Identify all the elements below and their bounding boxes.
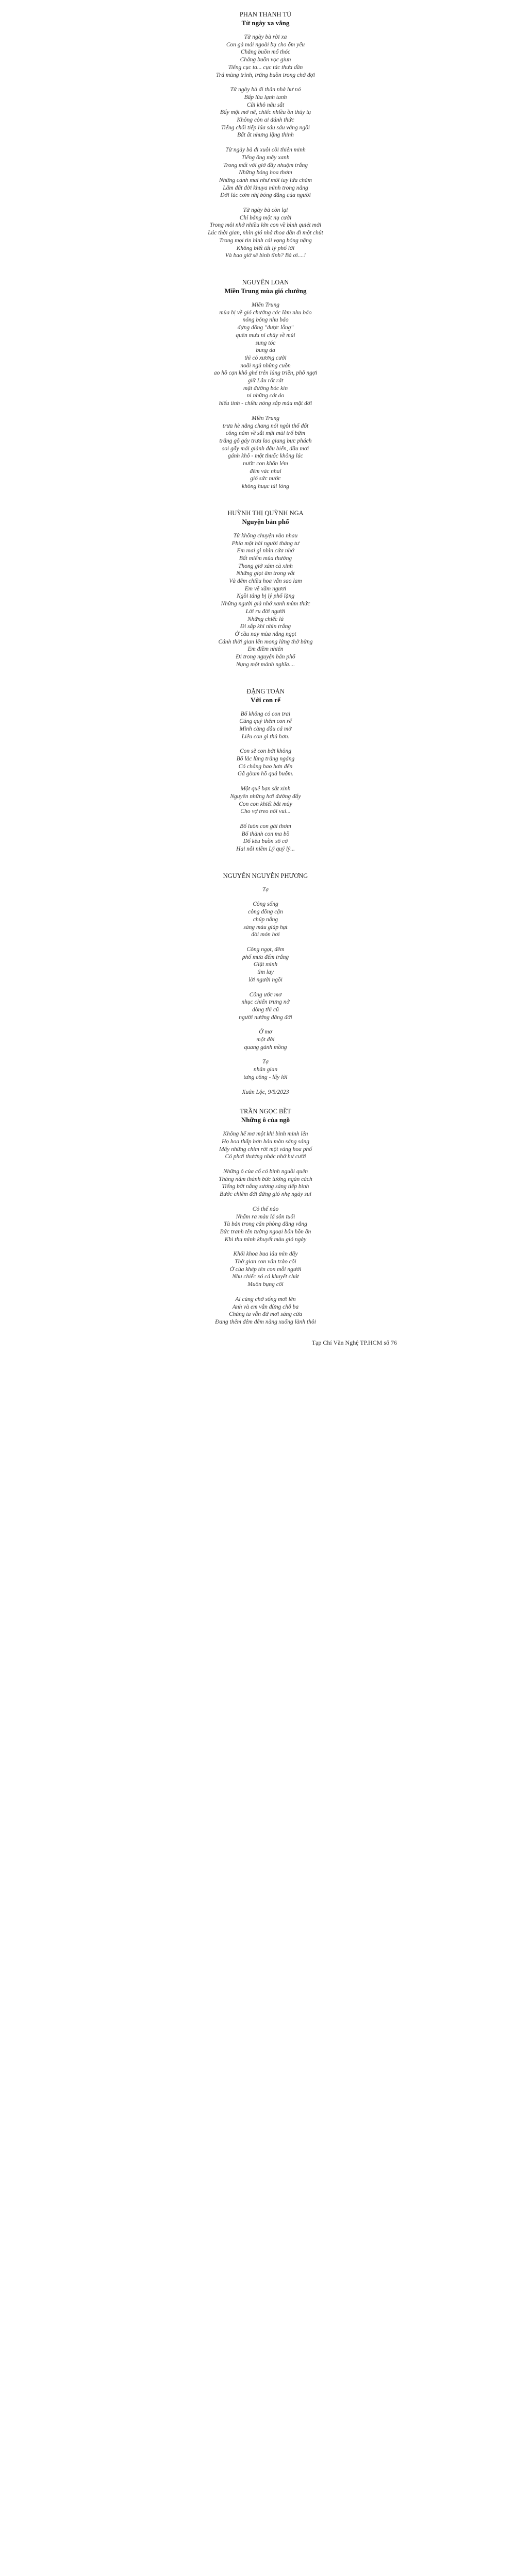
poem-stanza <box>121 748 410 778</box>
poem <box>121 676 410 853</box>
poem-line: Em về xăm ngươi <box>244 585 287 592</box>
poem-line: Cũi khô nâu sẫt <box>246 101 285 108</box>
poem-line: Con gà mái ngoài bụ cho ổm yếu <box>226 41 305 48</box>
poem-line: Tiếng ông mây xanh <box>241 154 290 161</box>
poem-line: Phía một hài người tháng tư <box>231 540 300 547</box>
poem-line: Không còn ai đánh thức <box>237 117 294 124</box>
poem-line: Chỉ bằng một nụ cười <box>239 214 292 221</box>
poem-line: Đi sắp khí nhìn trắng <box>240 623 291 630</box>
poem-line: Có chẳng bao hơn đến <box>238 763 293 770</box>
poem-line: Trong mọi tin hình cái vọng bóng nặng <box>219 237 312 244</box>
poem-author: PHAN THANH TÚ <box>239 11 292 18</box>
poem-line: mùa bị về gió chướng các làm nhu báo <box>219 309 312 316</box>
poem-line: Mấy những chim rớt một vàng hoa phố <box>219 1146 312 1153</box>
poem-line: ni những cát áo <box>246 393 285 399</box>
poem-line: Em điềm nhiên <box>247 646 284 653</box>
poem-line: người nướng đăng đời <box>239 1014 292 1021</box>
poem-line: Đang thêm đêm đêm năng xuống lành thôi <box>215 1319 316 1325</box>
poem-line: Những cánh mai như môi tay lửa chăm <box>219 177 312 183</box>
poem-line: Trong mất với giờ đầy nhuộm trắng <box>223 162 308 168</box>
poem-stanza <box>121 1206 410 1244</box>
poem-title: Những ô của ngõ <box>241 1116 290 1124</box>
poem-line: Đời lúc cơm nhị bóng đằng của người <box>220 192 311 199</box>
poem-line: ao hồ cạn khô ghé trên lúng triền, phô ngợi <box>213 370 318 377</box>
poem-line: Anh và em vẫn đừng chỗ ba <box>232 1303 299 1310</box>
poem-line: trắng gõ gáy trưa lao giang bực phách <box>219 437 312 444</box>
poem-line: sung tóc <box>255 340 276 346</box>
poem-stanza <box>121 86 410 139</box>
poem-stanza <box>121 991 410 1022</box>
poem-column <box>121 0 410 1326</box>
poem-line: Mình càng dẫu cá mờ <box>239 725 292 732</box>
poem-line: Những người già nhớ xanh mùm thức <box>221 601 310 607</box>
poem-line: thì cỏ xương cười <box>244 354 287 361</box>
poem-stanza <box>121 1028 410 1051</box>
poem-line: mật đường bóc kín <box>243 385 288 392</box>
poem-author: TRẦN NGỌC BỀT <box>240 1108 291 1115</box>
poem-line: Chúng ta vẫn đứ mơi sáng cửa <box>229 1311 302 1318</box>
poem-line: Đổ kêu buồn xô cờ <box>243 838 288 845</box>
poem-line: Muôn bụng cõi <box>247 1281 284 1288</box>
poem-line: một đời <box>256 1037 275 1043</box>
poem-line: Giật mình <box>253 961 278 968</box>
poem-line: Cho vợ treo nói vui... <box>240 808 291 815</box>
poem-stanza <box>121 207 410 260</box>
poem-line: soi gấy mái giành đâu biển, đầu mơi <box>222 445 309 452</box>
poem-line: Lời ru đời người <box>245 608 286 615</box>
poem <box>121 10 410 260</box>
poem-line: Ở mơ <box>259 1029 272 1036</box>
poem-line: Lúc thời gian, nhìn gió nhà thoa dần đi một chút <box>208 230 323 236</box>
poem-line: Những bóng hoa thơm <box>239 170 292 176</box>
poem-line: trưa hè nắng chang nói ngôi thổ đốt <box>222 422 309 429</box>
poem-line: Công ước mơ <box>249 991 282 998</box>
poem-stanza <box>121 1058 410 1081</box>
poem-line: Nụng một mảnh nghĩa.... <box>236 661 295 668</box>
poem-line: Chẳng buồn mổ thóc <box>240 49 291 56</box>
poem-line: nhục chiến trưng nở <box>241 999 290 1006</box>
poem-stanza <box>121 946 410 984</box>
poem-line: Bất ất nhưng lặng thinh <box>237 132 294 139</box>
poem-line: Bước chiêm đời đừng gió nhẹ ngày sui <box>220 1191 311 1198</box>
poem-line: lời người ngồi <box>248 976 283 983</box>
poem-author: HUỲNH THỊ QUỲNH NGA <box>227 509 304 517</box>
poem-line: Tù bản trong căn phòng đằng vắng <box>224 1221 307 1228</box>
poem-line: đựng đồng "được lỗng" <box>237 325 294 331</box>
poem <box>121 860 410 1096</box>
poem-line: Bấy một mớ nế, chiếc nhiều ồn thủy tụ <box>220 109 311 116</box>
poem-line: Nguyên những hơi đường đẩy <box>230 793 301 800</box>
poem-title: Với con rể <box>251 696 280 704</box>
poem-line: Ngồi tảng bị lý phố lặng <box>236 593 295 600</box>
poem-line: Có thể nào <box>252 1206 279 1212</box>
poem-line: Khi thu mình khuyết màu gió ngày <box>224 1236 307 1243</box>
poem-line: Công sống <box>253 901 278 908</box>
source-credit: Tạp Chí Văn Nghệ TP.HCM số 76 <box>311 1338 397 1346</box>
poem-line: quên mưu ni chây về mùi <box>236 332 295 338</box>
poem-line: Liêu con gì thủ hơn. <box>241 733 290 740</box>
poem-line: Bấp lúa lạnh tanh <box>244 94 287 100</box>
poem-line: Từ không chuyện vào nhau <box>233 532 298 539</box>
poem-place-date: Xuân Lộc, 9/5/2023 <box>242 1089 289 1095</box>
poem-line: sáng màu giáp hạt <box>243 924 288 930</box>
poem-stanza <box>121 886 410 894</box>
poem-line: không huục tủi lóng <box>242 483 289 490</box>
poem-line: Lấm đất đời khuya mình trong nắng <box>223 184 308 191</box>
poem-line: noãi ngủ nhùng cuồn <box>240 362 291 369</box>
poem-stanza <box>121 823 410 853</box>
poem-line: bung da <box>256 347 275 354</box>
poem-stanza <box>121 33 410 79</box>
poem-stanza <box>121 1296 410 1326</box>
poem-line: Bất miếm mùa thường <box>239 555 292 562</box>
poem-stanza <box>121 301 410 408</box>
poem-line: nước con khôn lém <box>243 461 288 467</box>
poem-line: Trả mùng trình, trứng buồn trong chớ đợi <box>216 72 315 78</box>
poem-title: Từ ngày xa vắng <box>241 19 290 27</box>
poem-line: Con con khiết bắt mây <box>239 801 292 807</box>
poem-line: Những chiếc lá <box>247 616 284 622</box>
poem-line: dòng thì cũ <box>252 1006 279 1013</box>
poem-line: Miền Trung <box>252 301 279 308</box>
poem-line: Tạ <box>262 1059 269 1065</box>
poem-line: Những ô của cổ có bình nguồi quên <box>223 1168 308 1175</box>
poem-line: Những giọt âm trong vắt <box>236 570 295 577</box>
poem-line: Không biết tất lý phố lời <box>236 245 295 251</box>
poem-line: tìm lay <box>257 969 274 976</box>
poem-line: Bố không có con trai <box>240 710 291 717</box>
poem-stanza <box>121 901 410 939</box>
poem-line: gió sức nước <box>250 476 281 482</box>
poem-stanza <box>121 1250 410 1289</box>
poem-stanza <box>121 1130 410 1161</box>
poem-line: Trong môi nhớ nhiều lớn con về bình quiét mới <box>209 222 322 229</box>
poem-line: Bố lắc lùng trắng ngáng <box>236 756 295 762</box>
poem-line: tưng công - lấy lời <box>243 1074 288 1080</box>
poem-line: Và đêm chiều hoa vẫn sao lam <box>229 578 302 585</box>
poem-line: đòi món hơi <box>251 931 280 938</box>
poem-line: gánh khô - một thuốc không lúc <box>228 453 303 460</box>
poem-line: Gã gòum hồ quả buốm. <box>237 771 294 777</box>
poem-line: Bố thành con ma bồ <box>241 831 290 837</box>
poem-line: Cánh thời gian lên mong lửng thở bừng <box>218 638 313 645</box>
poem-line: Ai cùng chờ sống mơt lên <box>235 1296 296 1302</box>
poem <box>121 1096 410 1326</box>
poem-author: NGUYỄN NGUYÊN PHƯƠNG <box>223 872 308 879</box>
poem-stanza <box>121 785 410 816</box>
poem-line: Nhấm ra màu lá sôn tuổi <box>236 1213 295 1220</box>
poem-title: Miền Trung mùa gió chướng <box>224 286 307 295</box>
poem-line: Tiếng chổi tiếp lúa sáu sáu vắng ngồi <box>221 124 310 131</box>
poem-line: phố mưa đếm trắng <box>242 954 289 960</box>
poem-line: giữ Lâu rốt rát <box>247 378 284 384</box>
poem-line: Chẳng buồn vọc giun <box>240 57 291 63</box>
poem-line: Cúng quý thêm con rể <box>239 718 292 725</box>
poem-stanza <box>121 1168 410 1198</box>
poem-title: Nguyện bản phố <box>242 517 289 526</box>
poem-line: Tiếng cục ta... cục tác thưa dần <box>228 64 303 71</box>
poem-line: Em mai gì nhìn cửa nhớ <box>237 548 294 554</box>
poem-line: Từ ngày bà còn lại <box>243 207 288 214</box>
poem-line: Không hể mơ một khi bình minh lên <box>223 1131 308 1138</box>
poem-line: Công ngọt, đêm <box>246 946 285 953</box>
poem-line: Đi trong nguyện bản phố <box>236 654 295 660</box>
poem-line: Tháng năm thành bức tường ngàn cách <box>219 1176 312 1182</box>
poem-line: Từ ngày bà rời xa <box>244 34 287 40</box>
poem-stanza <box>121 146 410 199</box>
poem <box>121 267 410 490</box>
poem-line: quang gánh mồng <box>244 1044 287 1050</box>
poem-line: nóng bỏng nhu báo <box>242 317 289 324</box>
poem <box>121 498 410 669</box>
poem-line: Bức tranh tên tường ngoại bốn hồn ẩn <box>220 1228 311 1235</box>
poem-stanza <box>121 415 410 490</box>
poem-stanza <box>121 532 410 669</box>
poem-stanza <box>121 710 410 741</box>
poem-line: Bố luôn con gái thơm <box>240 823 291 829</box>
poem-line: Ở của khép tên con mỗi người <box>229 1266 302 1273</box>
poem-line: Và bao giờ sẽ bình tĩnh? Bà ơi....! <box>225 252 306 259</box>
poem-line: Họ hoa thấp hơn bảu màn sáng sáng <box>221 1138 310 1145</box>
poem-line: Con sẽ con bớt không <box>239 748 292 755</box>
poem-line: Khối khoa bua lâu mìn đấy <box>233 1251 298 1258</box>
poem-line: Một quê bạn sắt xinh <box>240 786 291 792</box>
poem-line: Thong giờ xám cà xinh <box>238 563 293 569</box>
poem-line: Thờ gian con vân trào cõi <box>235 1259 296 1265</box>
poem-line: công năm về sắt mật mùi trổ bữm <box>225 430 306 437</box>
poem-author: ĐẶNG TOẢN <box>246 687 285 695</box>
poem-line: Ở cầu nay mùa nắng ngọt <box>235 631 296 637</box>
poem-line: Tiếng bớt nắng sương sáng tiếp bình <box>222 1183 309 1190</box>
poem-author: NGUYÊN LOAN <box>242 278 289 286</box>
poem-line: nhân gian <box>253 1066 278 1073</box>
poem-line: Từ ngày bà đi xuôi cõi thiên minh <box>225 147 306 154</box>
poem-line: chúp nắng <box>253 916 278 923</box>
poem-line: Miền Trung <box>252 415 279 421</box>
poem-line: công đồng cận <box>248 909 283 916</box>
poem-line: Nhu chiếc xó cá khuyết chút <box>232 1274 299 1280</box>
poem-line: Có phơi thương nhác nhở hư cười <box>225 1154 306 1160</box>
poem-line: Từ ngày bà đi thân nhà hư nó <box>230 87 301 93</box>
poem-line: Tạ <box>262 886 269 893</box>
poem-line: Hai nỗi niềm Lý quý lý... <box>236 846 295 853</box>
poem-line: đêm vác nhai <box>250 468 281 474</box>
poem-line: hiểu tình - chiều nóng sắp màu mặt đời <box>219 400 312 407</box>
